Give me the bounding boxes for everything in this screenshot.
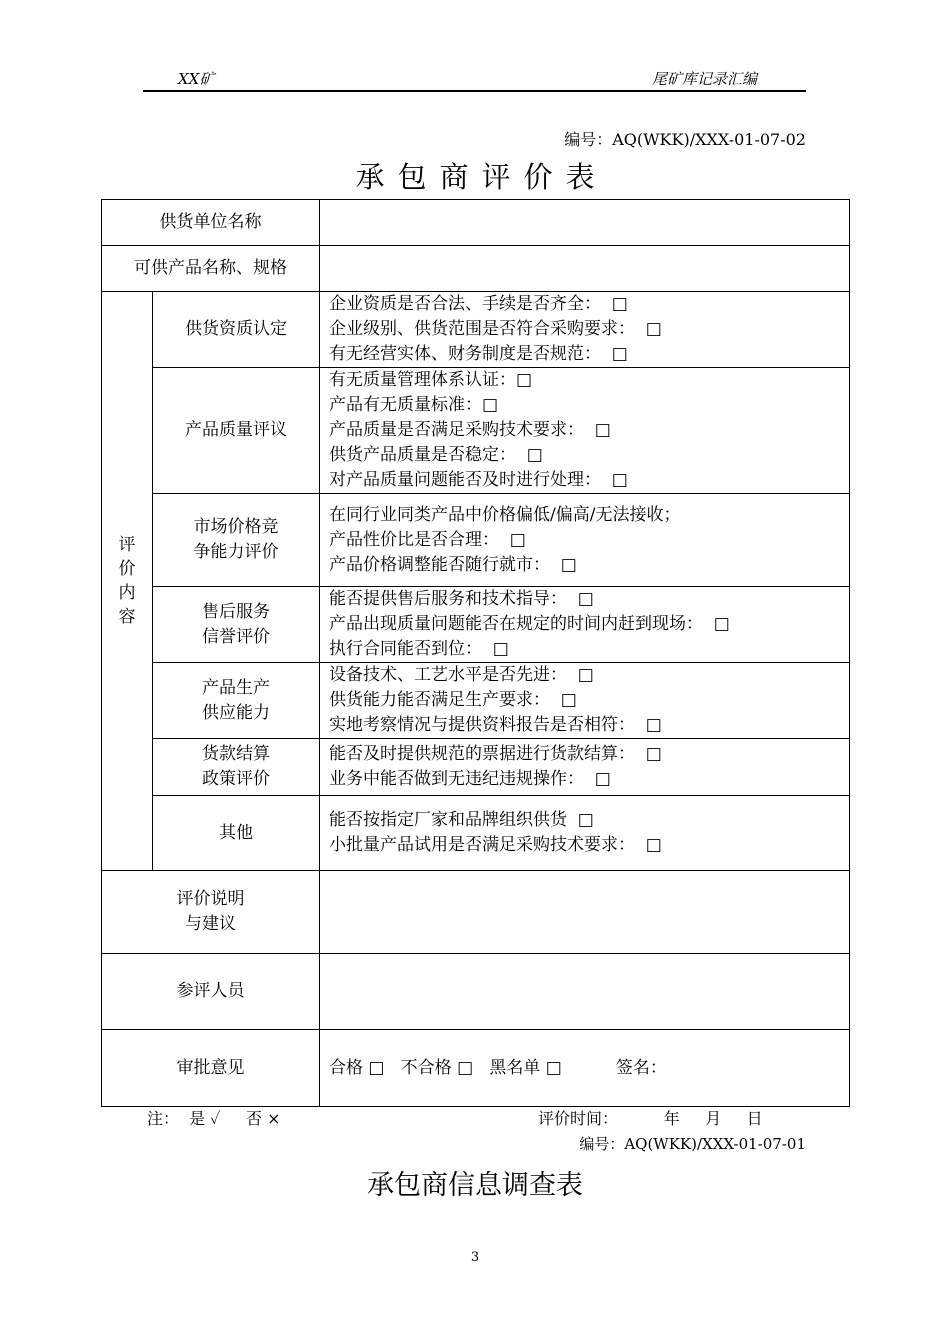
header-left: XX矿 bbox=[178, 70, 215, 88]
section-items bbox=[320, 739, 850, 796]
section-row bbox=[102, 663, 850, 739]
label-line: 容 bbox=[118, 607, 136, 627]
checklist-item[interactable]: 企业级别、供货范围是否符合采购要求： □ bbox=[329, 319, 662, 339]
table-row bbox=[102, 200, 850, 246]
evaluation-time: 评价时间： 年 月 日 bbox=[538, 1109, 763, 1128]
label-line: 信誉评价 bbox=[202, 626, 270, 647]
label-line: 供货资质认定 bbox=[185, 319, 287, 339]
form-title: 承包商评价表 bbox=[355, 160, 608, 194]
table-row bbox=[102, 954, 850, 1030]
section-row bbox=[102, 494, 850, 587]
label-line: 其他 bbox=[219, 822, 253, 843]
label-line: 与建议 bbox=[185, 914, 236, 934]
table-row bbox=[102, 871, 850, 954]
form-code: 编号：AQ(WKK)/XXX-01-07-02 bbox=[564, 130, 806, 149]
product-label: 可供产品名称、规格 bbox=[102, 246, 320, 292]
label-line: 供应能力 bbox=[202, 702, 270, 723]
label-line: 货款结算 bbox=[202, 744, 270, 764]
section-row bbox=[102, 796, 850, 871]
label-line: 评 bbox=[118, 535, 136, 555]
page-number: 3 bbox=[470, 1250, 480, 1265]
checklist-item[interactable]: 产品价格调整能否随行就市： □ bbox=[329, 554, 577, 575]
label-line: 争能力评价 bbox=[193, 542, 279, 562]
label-line: 内 bbox=[118, 583, 136, 603]
approval-options[interactable]: 合格 □ 不合格 □ 黑名单 □ 签名： bbox=[320, 1030, 850, 1107]
section-items bbox=[320, 494, 850, 587]
supplier-name-field[interactable] bbox=[320, 200, 850, 246]
section-row bbox=[102, 739, 850, 796]
checklist-item[interactable]: 企业资质是否合法、手续是否齐全： □ bbox=[329, 294, 628, 314]
approval-label: 审批意见 bbox=[102, 1030, 320, 1107]
next-form-code: 编号：AQ(WKK)/XXX-01-07-01 bbox=[579, 1135, 806, 1153]
section-label bbox=[153, 587, 320, 663]
section-items bbox=[320, 796, 850, 871]
checklist-item[interactable]: 对产品质量问题能否及时进行处理： □ bbox=[329, 470, 628, 490]
checklist-item[interactable]: 有无质量管理体系认证：□ bbox=[329, 370, 533, 390]
product-field[interactable] bbox=[320, 246, 850, 292]
section-label bbox=[153, 796, 320, 871]
section-row bbox=[102, 368, 850, 494]
table-row bbox=[102, 246, 850, 292]
checklist-item[interactable]: 产品性价比是否合理： □ bbox=[329, 529, 526, 550]
header-right: 尾矿库记录汇编 bbox=[652, 70, 758, 88]
remarks-field[interactable] bbox=[320, 871, 850, 954]
checklist-item[interactable]: 设备技术、工艺水平是否先进： □ bbox=[329, 665, 594, 685]
label-line: 产品质量评议 bbox=[185, 420, 287, 440]
evaluation-table bbox=[101, 199, 850, 1107]
section-row bbox=[102, 587, 850, 663]
remarks-label bbox=[102, 871, 320, 954]
checklist-item[interactable]: 能否提供售后服务和技术指导： □ bbox=[329, 589, 594, 609]
next-form-title: 承包商信息调查表 bbox=[367, 1170, 583, 1201]
header-rule bbox=[143, 90, 806, 92]
section-label bbox=[153, 739, 320, 796]
checklist-item[interactable]: 小批量产品试用是否满足采购技术要求： □ bbox=[329, 835, 662, 855]
checklist-item[interactable]: 产品出现质量问题能否在规定的时间内赶到现场： □ bbox=[329, 614, 730, 634]
label-line: 市场价格竞 bbox=[193, 517, 279, 537]
checklist-item[interactable]: 在同行业同类产品中价格偏低/偏高/无法接收； bbox=[329, 504, 681, 525]
checklist-item[interactable]: 业务中能否做到无违纪违规操作： □ bbox=[329, 769, 611, 789]
checklist-item[interactable]: 供货能力能否满足生产要求： □ bbox=[329, 690, 577, 710]
legend-note: 注： 是 ✓ 否 × bbox=[147, 1109, 281, 1128]
section-label bbox=[153, 663, 320, 739]
reviewers-field[interactable] bbox=[320, 954, 850, 1030]
checklist-item[interactable]: 产品质量是否满足采购技术要求： □ bbox=[329, 420, 611, 440]
checklist-item[interactable]: 能否及时提供规范的票据进行货款结算： □ bbox=[329, 744, 662, 764]
section-items bbox=[320, 663, 850, 739]
checklist-item[interactable]: 执行合同能否到位： □ bbox=[329, 639, 509, 659]
label-line: 产品生产 bbox=[202, 677, 270, 698]
section-label bbox=[153, 292, 320, 368]
section-items bbox=[320, 368, 850, 494]
label-line: 价 bbox=[118, 559, 136, 579]
table-row bbox=[102, 1030, 850, 1107]
label-line: 政策评价 bbox=[202, 769, 270, 789]
reviewers-label: 参评人员 bbox=[102, 954, 320, 1030]
eval-content-text bbox=[102, 533, 152, 629]
section-label bbox=[153, 368, 320, 494]
supplier-name-label: 供货单位名称 bbox=[102, 200, 320, 246]
section-label bbox=[153, 494, 320, 587]
section-items bbox=[320, 292, 850, 368]
label-line: 评价说明 bbox=[176, 889, 245, 909]
checklist-item[interactable]: 实地考察情况与提供资料报告是否相符： □ bbox=[329, 715, 662, 735]
section-row bbox=[102, 292, 850, 368]
checklist-item[interactable]: 能否按指定厂家和品牌组织供货 □ bbox=[329, 810, 594, 830]
checklist-item[interactable]: 供货产品质量是否稳定： □ bbox=[329, 445, 543, 465]
checklist-item[interactable]: 产品有无质量标准：□ bbox=[329, 395, 499, 415]
section-items bbox=[320, 587, 850, 663]
eval-content-label bbox=[102, 292, 153, 871]
label-line: 售后服务 bbox=[202, 601, 270, 622]
checklist-item[interactable]: 有无经营实体、财务制度是否规范： □ bbox=[329, 344, 628, 364]
